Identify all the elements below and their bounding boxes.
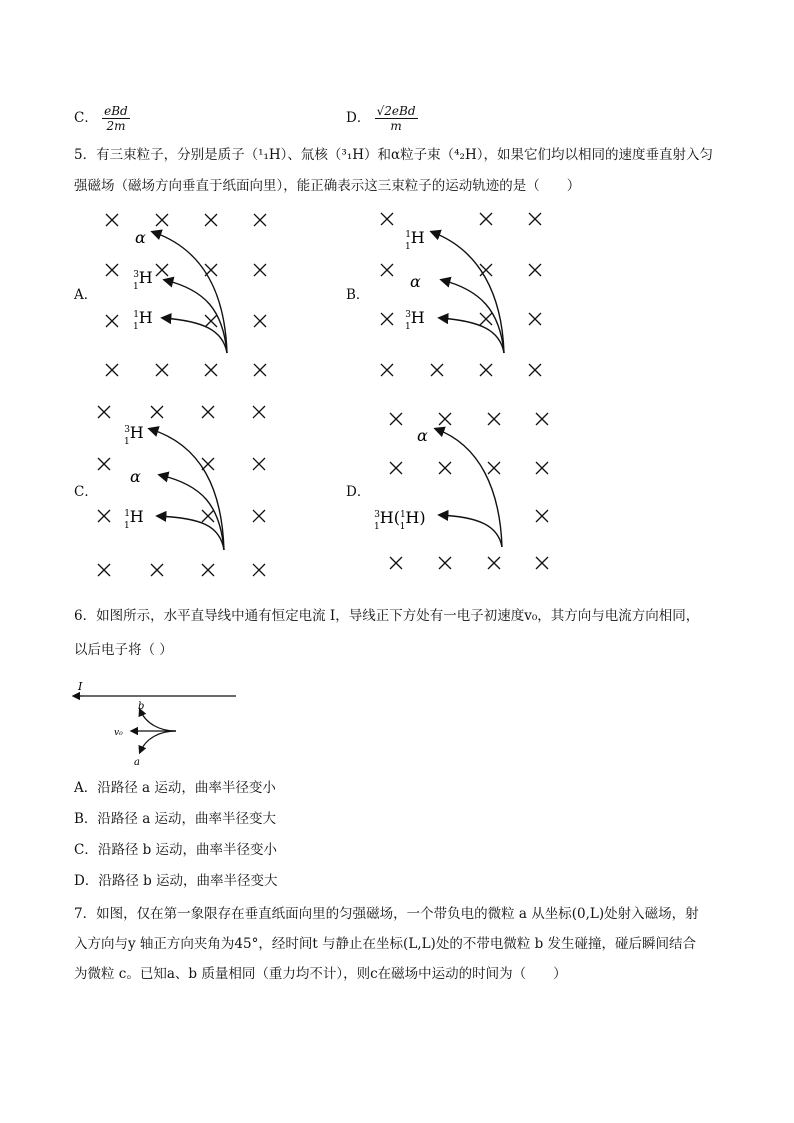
q5-figure-a [95, 205, 280, 380]
magnetic-field-crosses [98, 406, 265, 576]
q5-figure-b [370, 205, 555, 380]
alpha-label: α [135, 228, 146, 247]
magnetic-field-crosses [106, 214, 266, 376]
path-a [140, 731, 176, 752]
proton-label: $^1$ 1H [124, 507, 144, 531]
current-label: I [78, 680, 83, 693]
q5-figure-c [92, 400, 277, 580]
q4-option-d-denominator: m [390, 119, 402, 133]
q6-figure [70, 674, 240, 772]
q6-option-a: A．沿路径 a 运动，曲率半径变小 [74, 780, 276, 796]
q4-option-d-numerator: √2eBd [376, 104, 416, 118]
trajectories [432, 232, 504, 353]
path-a-label: a [134, 757, 140, 768]
q4-option-d-label: D． [346, 110, 371, 126]
magnetic-field-crosses [390, 413, 548, 569]
q6-option-c: C．沿路径 b 运动，曲率半径变小 [74, 842, 278, 858]
q5-line-1: 5．有三束粒子，分别是质子（¹₁H）、氚核（³₁H）和α粒子束（⁴₂H），如果它们均以相同的速度垂直射入匀 [74, 147, 713, 163]
q4-option-d [346, 104, 418, 133]
proton-label: $^1$ 1H [133, 308, 153, 332]
q7-line-2: 入方向与y 轴正方向夹角为45°，经时间t 与静止在坐标(L,L)处的不带电微粒 b 发生碰撞，碰后瞬间结合 [74, 936, 697, 952]
q5-option-c-label: C． [74, 484, 98, 500]
q5-option-b-label: B． [346, 287, 370, 303]
q4-option-c-label: C． [74, 110, 98, 126]
combined-tritium-proton-label: $^3$ 1H($^1$ 1H) [374, 508, 426, 532]
velocity-label: v₀ [114, 728, 123, 738]
q4-option-c-fraction [102, 104, 130, 133]
tritium-label: $^3$ 1H [124, 423, 144, 447]
q5-option-d-label: D． [346, 484, 371, 500]
q4-option-d-fraction [375, 104, 418, 133]
alpha-label: α [130, 467, 141, 486]
alpha-label: α [417, 426, 428, 445]
q5-option-a-label: A． [74, 287, 98, 303]
trajectories [436, 429, 502, 547]
q7-line-1: 7．如图，仅在第一象限存在垂直纸面向里的匀强磁场，一个带负电的微粒 a 从坐标(0,L)处射入磁场，射 [74, 906, 699, 922]
path-b [140, 710, 176, 731]
q4-option-c [74, 104, 130, 133]
q5-figure-d [370, 405, 555, 580]
q4-option-c-denominator: 2m [106, 119, 126, 133]
q6-option-d: D．沿路径 b 运动，曲率半径变大 [74, 873, 278, 889]
q6-option-b: B．沿路径 a 运动，曲率半径变大 [74, 811, 277, 827]
q5-line-2: 强磁场（磁场方向垂直于纸面向里），能正确表示这三束粒子的运动轨迹的是（ ） [74, 178, 581, 194]
q4-option-c-numerator: eBd [104, 104, 128, 118]
alpha-label: α [410, 272, 421, 291]
tritium-label: $^3$ 1H [133, 268, 153, 292]
q6-line-2: 以后电子将（ ） [74, 642, 173, 658]
trajectories [153, 232, 227, 353]
q6-line-1: 6．如图所示，水平直导线中通有恒定电流 I，导线正下方处有一电子初速度v₀，其方向与电流方向相同， [74, 608, 700, 624]
tritium-label: $^3$ 1H [405, 308, 425, 332]
path-b-label: b [138, 701, 145, 712]
proton-label: $^1$ 1H [405, 228, 425, 252]
q7-line-3: 为微粒 c。已知a、b 质量相同（重力均不计），则c在磁场中运动的时间为（ ） [74, 966, 567, 982]
trajectories [150, 429, 224, 550]
